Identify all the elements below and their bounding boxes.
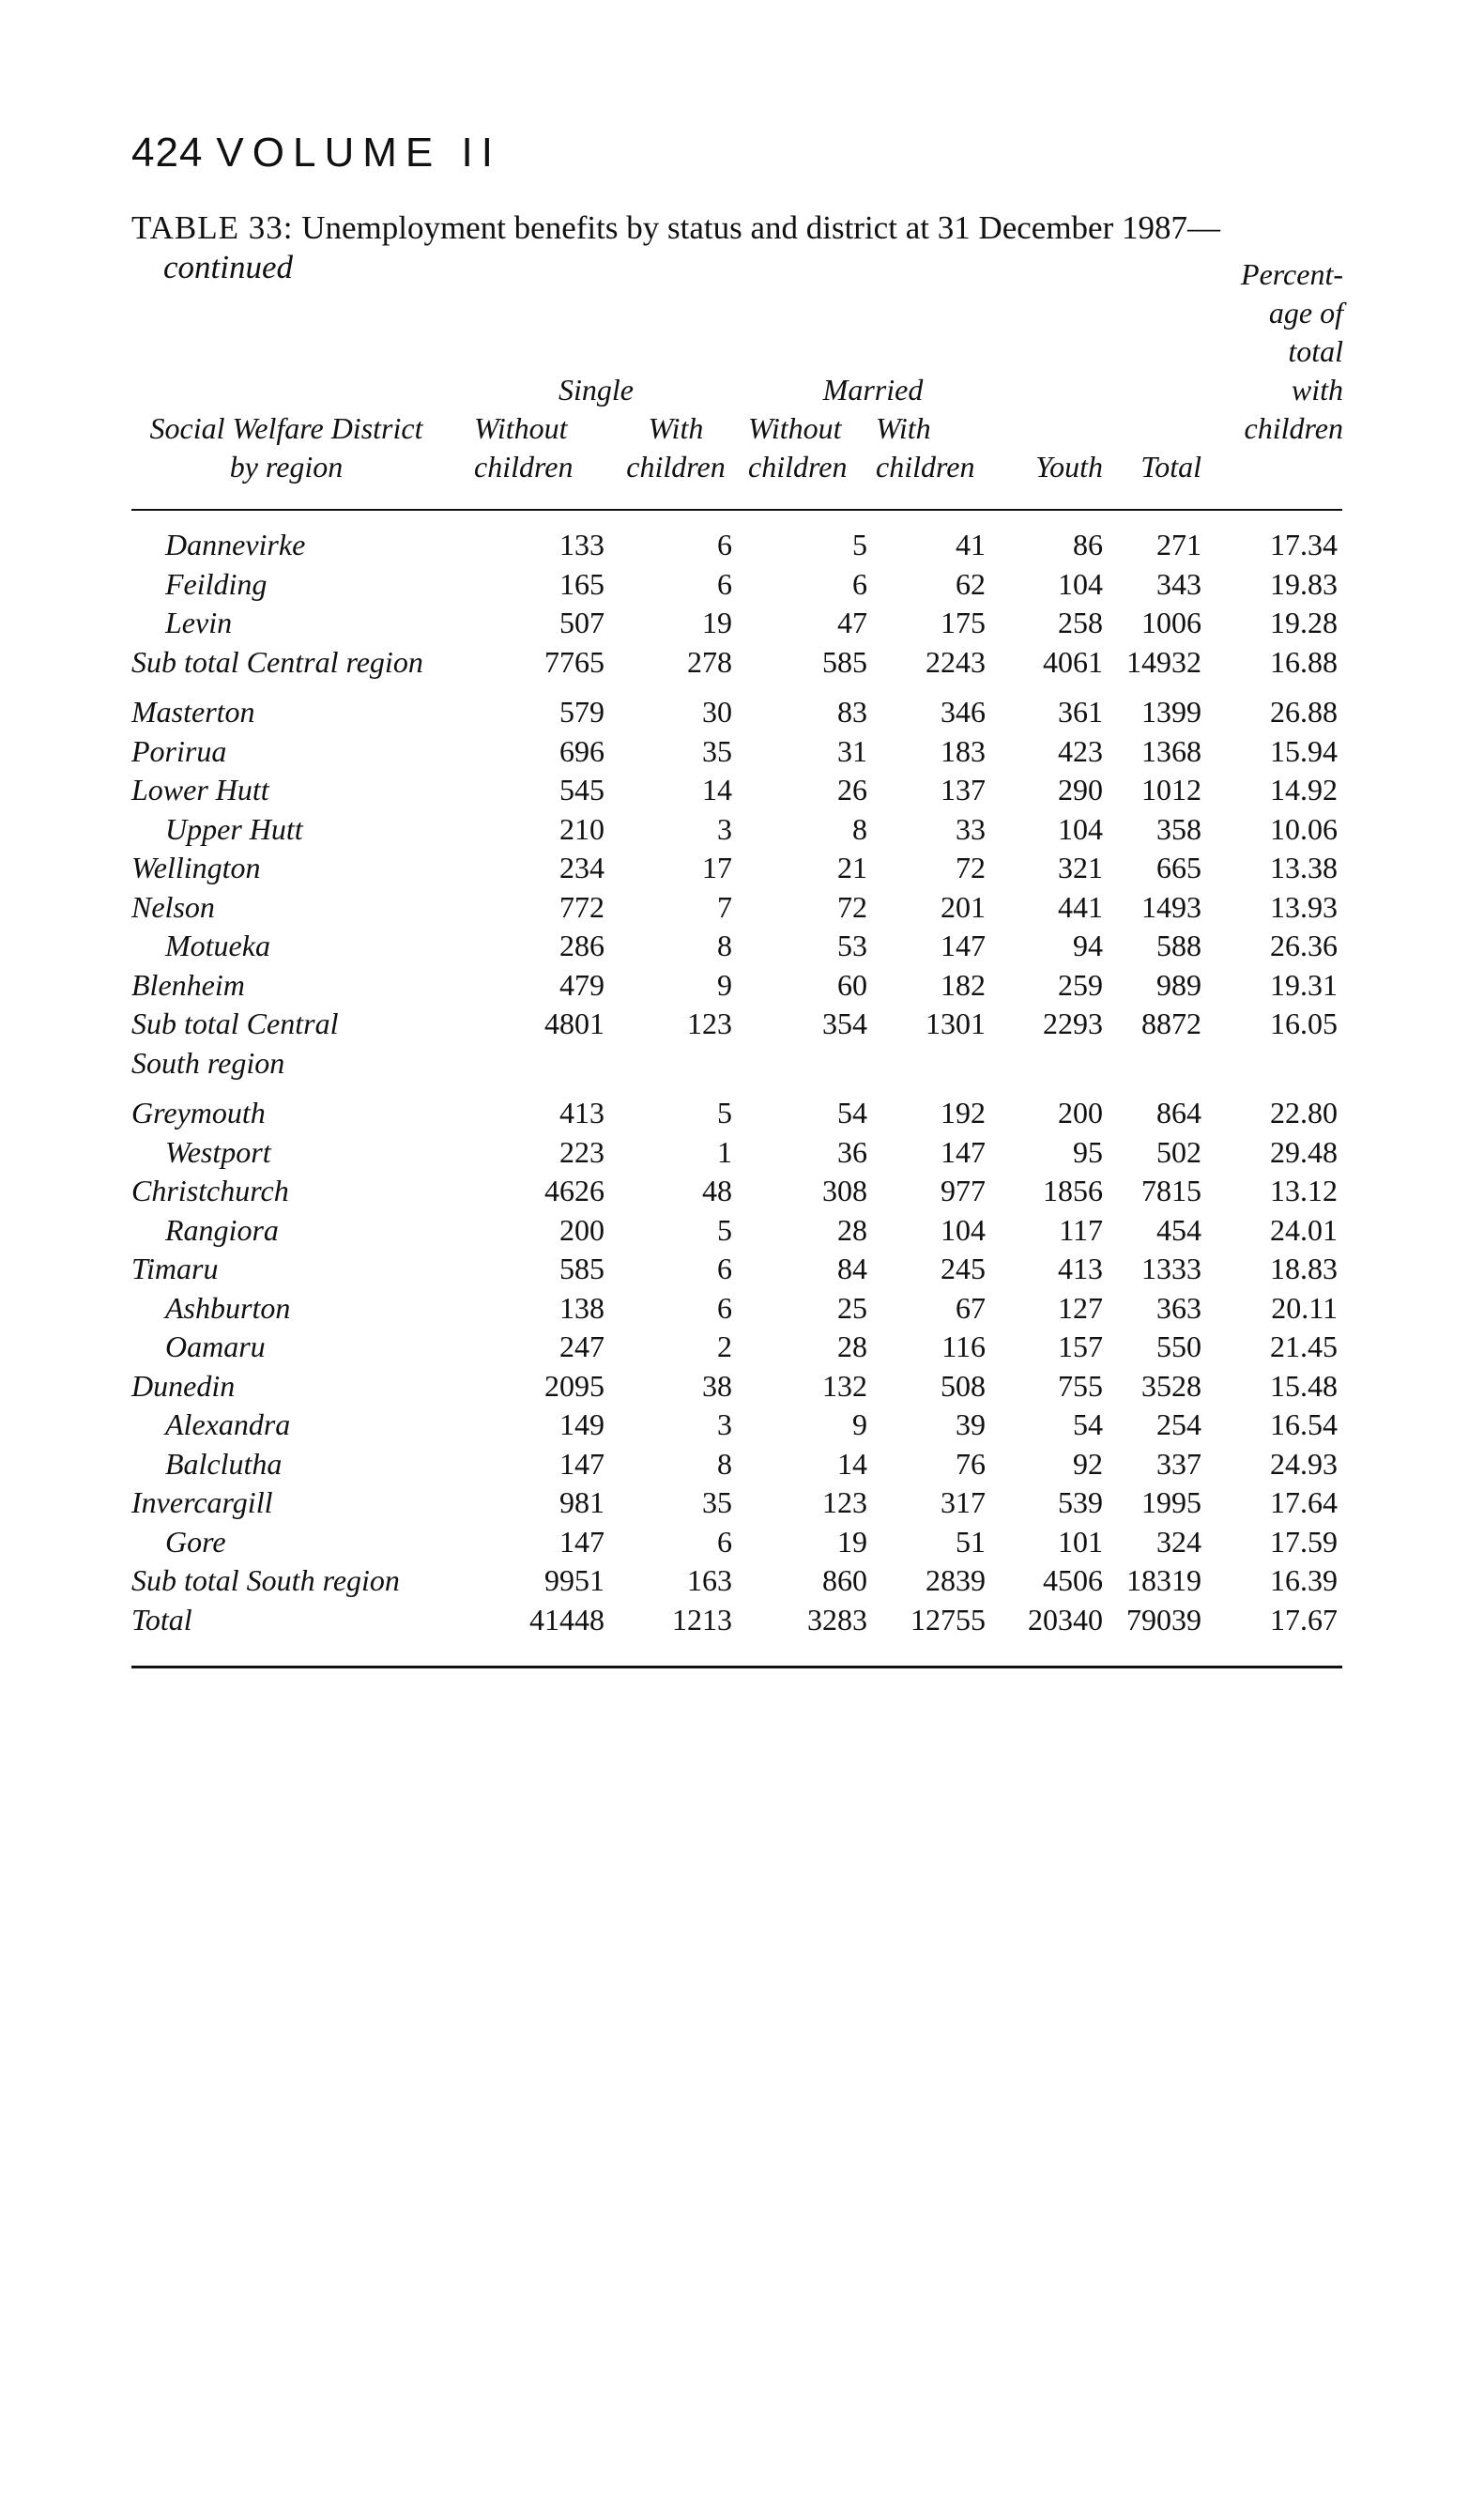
total-cell: 3528 <box>1141 1368 1201 1403</box>
header-single-with-line2: children <box>626 450 726 484</box>
married-without-cell: 354 <box>822 1007 867 1040</box>
percentage-cell: 22.80 <box>1270 1096 1338 1130</box>
header-married-without-line2: children <box>748 450 848 484</box>
district-name: Sub total Central region <box>131 644 423 679</box>
married-without-cell: 585 <box>822 644 867 679</box>
single-with-cell: 8 <box>717 1446 732 1481</box>
district-name: Timaru <box>131 1252 219 1285</box>
married-without-cell: 21 <box>837 851 867 884</box>
youth-cell: 117 <box>1059 1212 1103 1247</box>
percentage-cell: 16.05 <box>1270 1007 1338 1040</box>
district-name: Levin <box>165 606 233 639</box>
total-cell: 8872 <box>1141 1007 1201 1040</box>
single-with-cell: 38 <box>702 1368 732 1403</box>
married-with-cell: 2243 <box>926 644 986 679</box>
header-single-with-line1: With <box>648 411 704 445</box>
table-body <box>0 526 1484 1639</box>
youth-cell: 2293 <box>1043 1007 1103 1040</box>
total-cell: 358 <box>1156 811 1201 846</box>
bottom-rule <box>131 1666 1342 1668</box>
married-with-cell: 346 <box>941 695 986 729</box>
youth-cell: 290 <box>1058 773 1103 807</box>
single-with-cell: 3 <box>717 811 732 846</box>
single-with-cell: 1 <box>717 1134 732 1169</box>
percentage-cell: 16.54 <box>1270 1407 1338 1441</box>
header-percentage-line5: children <box>1244 411 1343 445</box>
youth-cell: 1856 <box>1043 1174 1103 1207</box>
single-with-cell: 8 <box>717 929 732 962</box>
percentage-cell: 26.36 <box>1270 929 1338 962</box>
married-with-cell: 33 <box>956 811 986 846</box>
single-without-cell: 9951 <box>544 1563 604 1597</box>
percentage-cell: 17.34 <box>1270 528 1338 561</box>
married-without-cell: 19 <box>837 1524 867 1559</box>
married-without-cell: 53 <box>837 929 867 962</box>
single-without-cell: 579 <box>559 695 604 729</box>
married-with-cell: 51 <box>956 1524 986 1559</box>
single-with-cell: 30 <box>702 695 732 729</box>
percentage-cell: 24.01 <box>1270 1212 1338 1247</box>
single-without-cell: 147 <box>559 1446 604 1481</box>
married-with-cell: 147 <box>941 929 986 962</box>
header-total: Total <box>1140 450 1201 484</box>
volume-label: VOLUME II <box>216 130 501 176</box>
married-with-cell: 137 <box>941 773 986 807</box>
continued-note: continued <box>163 249 294 285</box>
table-row <box>0 1523 1484 1562</box>
married-with-cell: 39 <box>956 1407 986 1441</box>
married-without-cell: 123 <box>822 1485 867 1519</box>
single-without-cell: 234 <box>559 851 604 884</box>
single-with-cell: 278 <box>687 644 732 679</box>
district-name: Greymouth <box>131 1096 266 1130</box>
district-name: Alexandra <box>165 1407 291 1441</box>
district-name: Westport <box>165 1134 271 1169</box>
total-cell: 1399 <box>1141 695 1201 729</box>
youth-cell: 361 <box>1058 695 1103 729</box>
table-row <box>0 927 1484 966</box>
single-without-cell: 138 <box>559 1290 604 1325</box>
header-single-without-line1: Without <box>474 411 568 445</box>
youth-cell: 4506 <box>1043 1563 1103 1597</box>
single-with-cell: 6 <box>717 1290 732 1325</box>
married-without-cell: 26 <box>837 773 867 807</box>
youth-cell: 95 <box>1073 1134 1103 1169</box>
header-percentage-line3: total <box>1288 334 1343 368</box>
total-cell: 7815 <box>1141 1174 1201 1207</box>
youth-cell: 539 <box>1058 1485 1103 1519</box>
percentage-cell: 18.83 <box>1270 1252 1338 1285</box>
table-row <box>0 1289 1484 1329</box>
district-name: Lower Hutt <box>131 773 269 807</box>
header-single-without <box>474 409 573 486</box>
header-single-without-line2: children <box>474 450 574 484</box>
total-cell: 665 <box>1156 851 1201 884</box>
header-married-with <box>876 409 974 486</box>
married-with-cell: 201 <box>941 889 986 924</box>
district-name: Ashburton <box>165 1290 291 1325</box>
table-row <box>0 1483 1484 1523</box>
married-with-cell: 977 <box>941 1174 986 1207</box>
single-without-cell: 2095 <box>544 1368 604 1403</box>
table-row <box>0 1367 1484 1406</box>
total-cell: 454 <box>1156 1212 1201 1247</box>
total-cell: 337 <box>1156 1446 1201 1481</box>
table-title <box>131 208 1352 287</box>
single-without-cell: 149 <box>559 1407 604 1441</box>
table-row <box>0 1211 1484 1251</box>
percentage-cell: 17.59 <box>1270 1524 1338 1559</box>
district-name: Dunedin <box>131 1368 236 1403</box>
header-married-with-line1: With <box>876 411 931 445</box>
married-without-cell: 8 <box>852 811 867 846</box>
single-with-cell: 14 <box>702 773 732 807</box>
percentage-cell: 14.92 <box>1270 773 1338 807</box>
single-without-cell: 200 <box>559 1212 604 1247</box>
youth-cell: 321 <box>1058 851 1103 884</box>
married-without-cell: 14 <box>837 1446 867 1481</box>
percentage-cell: 13.12 <box>1270 1174 1338 1207</box>
running-head <box>131 130 501 177</box>
youth-cell: 200 <box>1058 1096 1103 1130</box>
total-cell: 271 <box>1156 528 1201 561</box>
youth-cell: 94 <box>1073 929 1103 962</box>
district-name: Oamaru <box>165 1329 266 1363</box>
married-with-cell: 317 <box>941 1485 986 1519</box>
youth-cell: 157 <box>1058 1329 1103 1363</box>
married-without-cell: 47 <box>837 606 867 639</box>
total-cell: 1493 <box>1141 889 1201 924</box>
district-name: Sub total Central South region <box>131 1007 339 1080</box>
district-name: Rangiora <box>165 1212 279 1247</box>
district-name: Total <box>131 1602 192 1637</box>
married-with-cell: 182 <box>941 967 986 1002</box>
single-without-cell: 4626 <box>544 1174 604 1207</box>
single-with-cell: 6 <box>717 1524 732 1559</box>
married-without-cell: 25 <box>837 1290 867 1325</box>
table-caption: Unemployment benefits by status and district at 31 December 1987— <box>301 209 1220 246</box>
married-with-cell: 62 <box>956 566 986 601</box>
total-cell: 550 <box>1156 1329 1201 1363</box>
married-without-cell: 860 <box>822 1563 867 1597</box>
youth-cell: 755 <box>1058 1368 1103 1403</box>
table-row <box>0 732 1484 772</box>
header-married-group: Married <box>822 373 924 407</box>
married-without-cell: 83 <box>837 695 867 729</box>
single-with-cell: 1213 <box>672 1602 732 1637</box>
total-cell: 79039 <box>1126 1602 1201 1637</box>
table-row <box>0 693 1484 732</box>
married-with-cell: 508 <box>941 1368 986 1403</box>
single-without-cell: 696 <box>559 733 604 768</box>
district-name: Masterton <box>131 695 255 729</box>
table-row <box>0 1172 1484 1211</box>
district-name: Dannevirke <box>165 528 306 561</box>
single-with-cell: 5 <box>717 1096 732 1130</box>
single-without-cell: 507 <box>559 606 604 639</box>
table-row <box>0 1328 1484 1367</box>
header-percentage <box>1212 255 1343 448</box>
single-without-cell: 545 <box>559 773 604 807</box>
youth-cell: 4061 <box>1043 644 1103 679</box>
district-name: Invercargill <box>131 1485 273 1519</box>
single-without-cell: 247 <box>559 1329 604 1363</box>
total-cell: 1333 <box>1141 1252 1201 1285</box>
married-with-cell: 147 <box>941 1134 986 1169</box>
header-youth: Youth <box>1035 450 1103 484</box>
district-name: Upper Hutt <box>165 811 303 846</box>
percentage-cell: 15.48 <box>1270 1368 1338 1403</box>
youth-cell: 258 <box>1058 606 1103 639</box>
total-cell: 363 <box>1156 1290 1201 1325</box>
header-percentage-line1: Percent- <box>1241 257 1343 291</box>
youth-cell: 423 <box>1058 733 1103 768</box>
single-without-cell: 223 <box>559 1134 604 1169</box>
district-name: Motueka <box>165 929 270 962</box>
table-row <box>0 810 1484 850</box>
total-cell: 989 <box>1156 967 1201 1002</box>
single-without-cell: 147 <box>559 1524 604 1559</box>
single-with-cell: 7 <box>717 889 732 924</box>
district-name: Christchurch <box>131 1174 289 1207</box>
header-married-with-line2: children <box>876 450 975 484</box>
married-with-cell: 175 <box>941 606 986 639</box>
single-with-cell: 17 <box>702 851 732 884</box>
married-without-cell: 72 <box>837 889 867 924</box>
table-row <box>0 771 1484 810</box>
single-without-cell: 4801 <box>544 1007 604 1040</box>
youth-cell: 92 <box>1073 1446 1103 1481</box>
table-row <box>0 1561 1484 1601</box>
percentage-cell: 16.88 <box>1270 644 1338 679</box>
total-cell: 343 <box>1156 566 1201 601</box>
single-with-cell: 19 <box>702 606 732 639</box>
total-cell: 18319 <box>1126 1563 1201 1597</box>
table-row <box>0 1601 1484 1640</box>
single-without-cell: 210 <box>559 811 604 846</box>
married-with-cell: 41 <box>956 528 986 561</box>
single-without-cell: 413 <box>559 1096 604 1130</box>
married-without-cell: 28 <box>837 1329 867 1363</box>
single-without-cell: 772 <box>559 889 604 924</box>
married-without-cell: 54 <box>837 1096 867 1130</box>
married-with-cell: 76 <box>956 1446 986 1481</box>
header-rule <box>131 509 1342 511</box>
table-row <box>0 1406 1484 1445</box>
percentage-cell: 24.93 <box>1270 1446 1338 1481</box>
header-single-group: Single <box>558 373 634 407</box>
single-with-cell: 3 <box>717 1407 732 1441</box>
page-number: 424 <box>131 130 204 176</box>
single-without-cell: 981 <box>559 1485 604 1519</box>
married-with-cell: 1301 <box>926 1007 986 1040</box>
single-with-cell: 123 <box>687 1007 732 1040</box>
youth-cell: 101 <box>1058 1524 1103 1559</box>
percentage-cell: 13.38 <box>1270 851 1338 884</box>
married-without-cell: 84 <box>837 1252 867 1285</box>
married-with-cell: 104 <box>941 1212 986 1247</box>
table-row <box>0 1094 1484 1133</box>
district-name: Sub total South region <box>131 1563 400 1597</box>
single-with-cell: 5 <box>717 1212 732 1247</box>
district-name: Wellington <box>131 851 261 884</box>
single-without-cell: 286 <box>559 929 604 962</box>
married-without-cell: 31 <box>837 733 867 768</box>
header-district-line2: by region <box>229 450 344 484</box>
table-row <box>0 643 1484 683</box>
married-without-cell: 9 <box>852 1407 867 1441</box>
married-without-cell: 28 <box>837 1212 867 1247</box>
total-cell: 324 <box>1156 1524 1201 1559</box>
header-single-with <box>615 409 737 486</box>
single-with-cell: 6 <box>717 528 732 561</box>
single-without-cell: 585 <box>559 1252 604 1285</box>
married-without-cell: 3283 <box>807 1602 867 1637</box>
youth-cell: 127 <box>1058 1290 1103 1325</box>
total-cell: 588 <box>1156 929 1201 962</box>
single-without-cell: 41448 <box>529 1602 604 1637</box>
percentage-cell: 17.64 <box>1270 1485 1338 1519</box>
header-district <box>131 409 441 486</box>
youth-cell: 20340 <box>1028 1602 1103 1637</box>
table-row <box>0 1250 1484 1289</box>
district-name: Feilding <box>165 566 268 601</box>
married-with-cell: 2839 <box>926 1563 986 1597</box>
single-with-cell: 2 <box>717 1329 732 1363</box>
married-without-cell: 60 <box>837 967 867 1002</box>
youth-cell: 54 <box>1073 1407 1103 1441</box>
youth-cell: 441 <box>1058 889 1103 924</box>
header-percentage-line4: with <box>1291 373 1343 407</box>
married-without-cell: 308 <box>822 1174 867 1207</box>
total-cell: 254 <box>1156 1407 1201 1441</box>
total-cell: 1006 <box>1141 606 1201 639</box>
district-name: Blenheim <box>131 967 245 1002</box>
percentage-cell: 19.28 <box>1270 606 1338 639</box>
married-with-cell: 72 <box>956 851 986 884</box>
table-row <box>0 565 1484 605</box>
table-row <box>0 1133 1484 1173</box>
header-district-line1: Social Welfare District <box>149 411 423 445</box>
percentage-cell: 19.83 <box>1270 566 1338 601</box>
youth-cell: 104 <box>1058 566 1103 601</box>
single-with-cell: 6 <box>717 1252 732 1285</box>
total-cell: 1368 <box>1141 733 1201 768</box>
youth-cell: 413 <box>1058 1252 1103 1285</box>
single-with-cell: 35 <box>702 1485 732 1519</box>
married-without-cell: 5 <box>852 528 867 561</box>
table-row <box>0 966 1484 1006</box>
married-without-cell: 132 <box>822 1368 867 1403</box>
total-cell: 1012 <box>1141 773 1201 807</box>
married-with-cell: 183 <box>941 733 986 768</box>
percentage-cell: 19.31 <box>1270 967 1338 1002</box>
single-without-cell: 165 <box>559 566 604 601</box>
married-with-cell: 67 <box>956 1290 986 1325</box>
district-name: Nelson <box>131 889 215 924</box>
header-percentage-line2: age of <box>1268 296 1343 330</box>
single-without-cell: 479 <box>559 967 604 1002</box>
percentage-cell: 10.06 <box>1270 811 1338 846</box>
married-with-cell: 116 <box>941 1329 986 1363</box>
single-without-cell: 7765 <box>544 644 604 679</box>
percentage-cell: 29.48 <box>1270 1134 1338 1169</box>
percentage-cell: 13.93 <box>1270 889 1338 924</box>
single-with-cell: 163 <box>687 1563 732 1597</box>
district-name: Porirua <box>131 733 227 768</box>
married-with-cell: 192 <box>941 1096 986 1130</box>
table-label: TABLE 33: <box>131 209 294 246</box>
single-with-cell: 35 <box>702 733 732 768</box>
married-without-cell: 36 <box>837 1134 867 1169</box>
total-cell: 1995 <box>1141 1485 1201 1519</box>
percentage-cell: 16.39 <box>1270 1563 1338 1597</box>
married-with-cell: 12755 <box>910 1602 986 1637</box>
table-row <box>0 849 1484 888</box>
header-married-without <box>748 409 847 486</box>
table-row <box>0 1445 1484 1484</box>
youth-cell: 104 <box>1058 811 1103 846</box>
percentage-cell: 26.88 <box>1270 695 1338 729</box>
percentage-cell: 17.67 <box>1270 1602 1338 1637</box>
header-married-without-line1: Without <box>748 411 842 445</box>
percentage-cell: 15.94 <box>1270 733 1338 768</box>
total-cell: 502 <box>1156 1134 1201 1169</box>
married-with-cell: 245 <box>941 1252 986 1285</box>
single-with-cell: 48 <box>702 1174 732 1207</box>
district-name: Gore <box>165 1524 226 1559</box>
table-row <box>0 888 1484 928</box>
table-row <box>0 604 1484 643</box>
total-cell: 14932 <box>1126 644 1201 679</box>
youth-cell: 86 <box>1073 528 1103 561</box>
single-with-cell: 9 <box>717 967 732 1002</box>
district-name: Balclutha <box>165 1446 283 1481</box>
youth-cell: 259 <box>1058 967 1103 1002</box>
single-without-cell: 133 <box>559 528 604 561</box>
percentage-cell: 20.11 <box>1271 1290 1338 1325</box>
table-row <box>0 526 1484 565</box>
total-cell: 864 <box>1156 1096 1201 1130</box>
single-with-cell: 6 <box>717 566 732 601</box>
married-without-cell: 6 <box>852 566 867 601</box>
percentage-cell: 21.45 <box>1270 1329 1338 1363</box>
table-row <box>0 1005 1484 1083</box>
